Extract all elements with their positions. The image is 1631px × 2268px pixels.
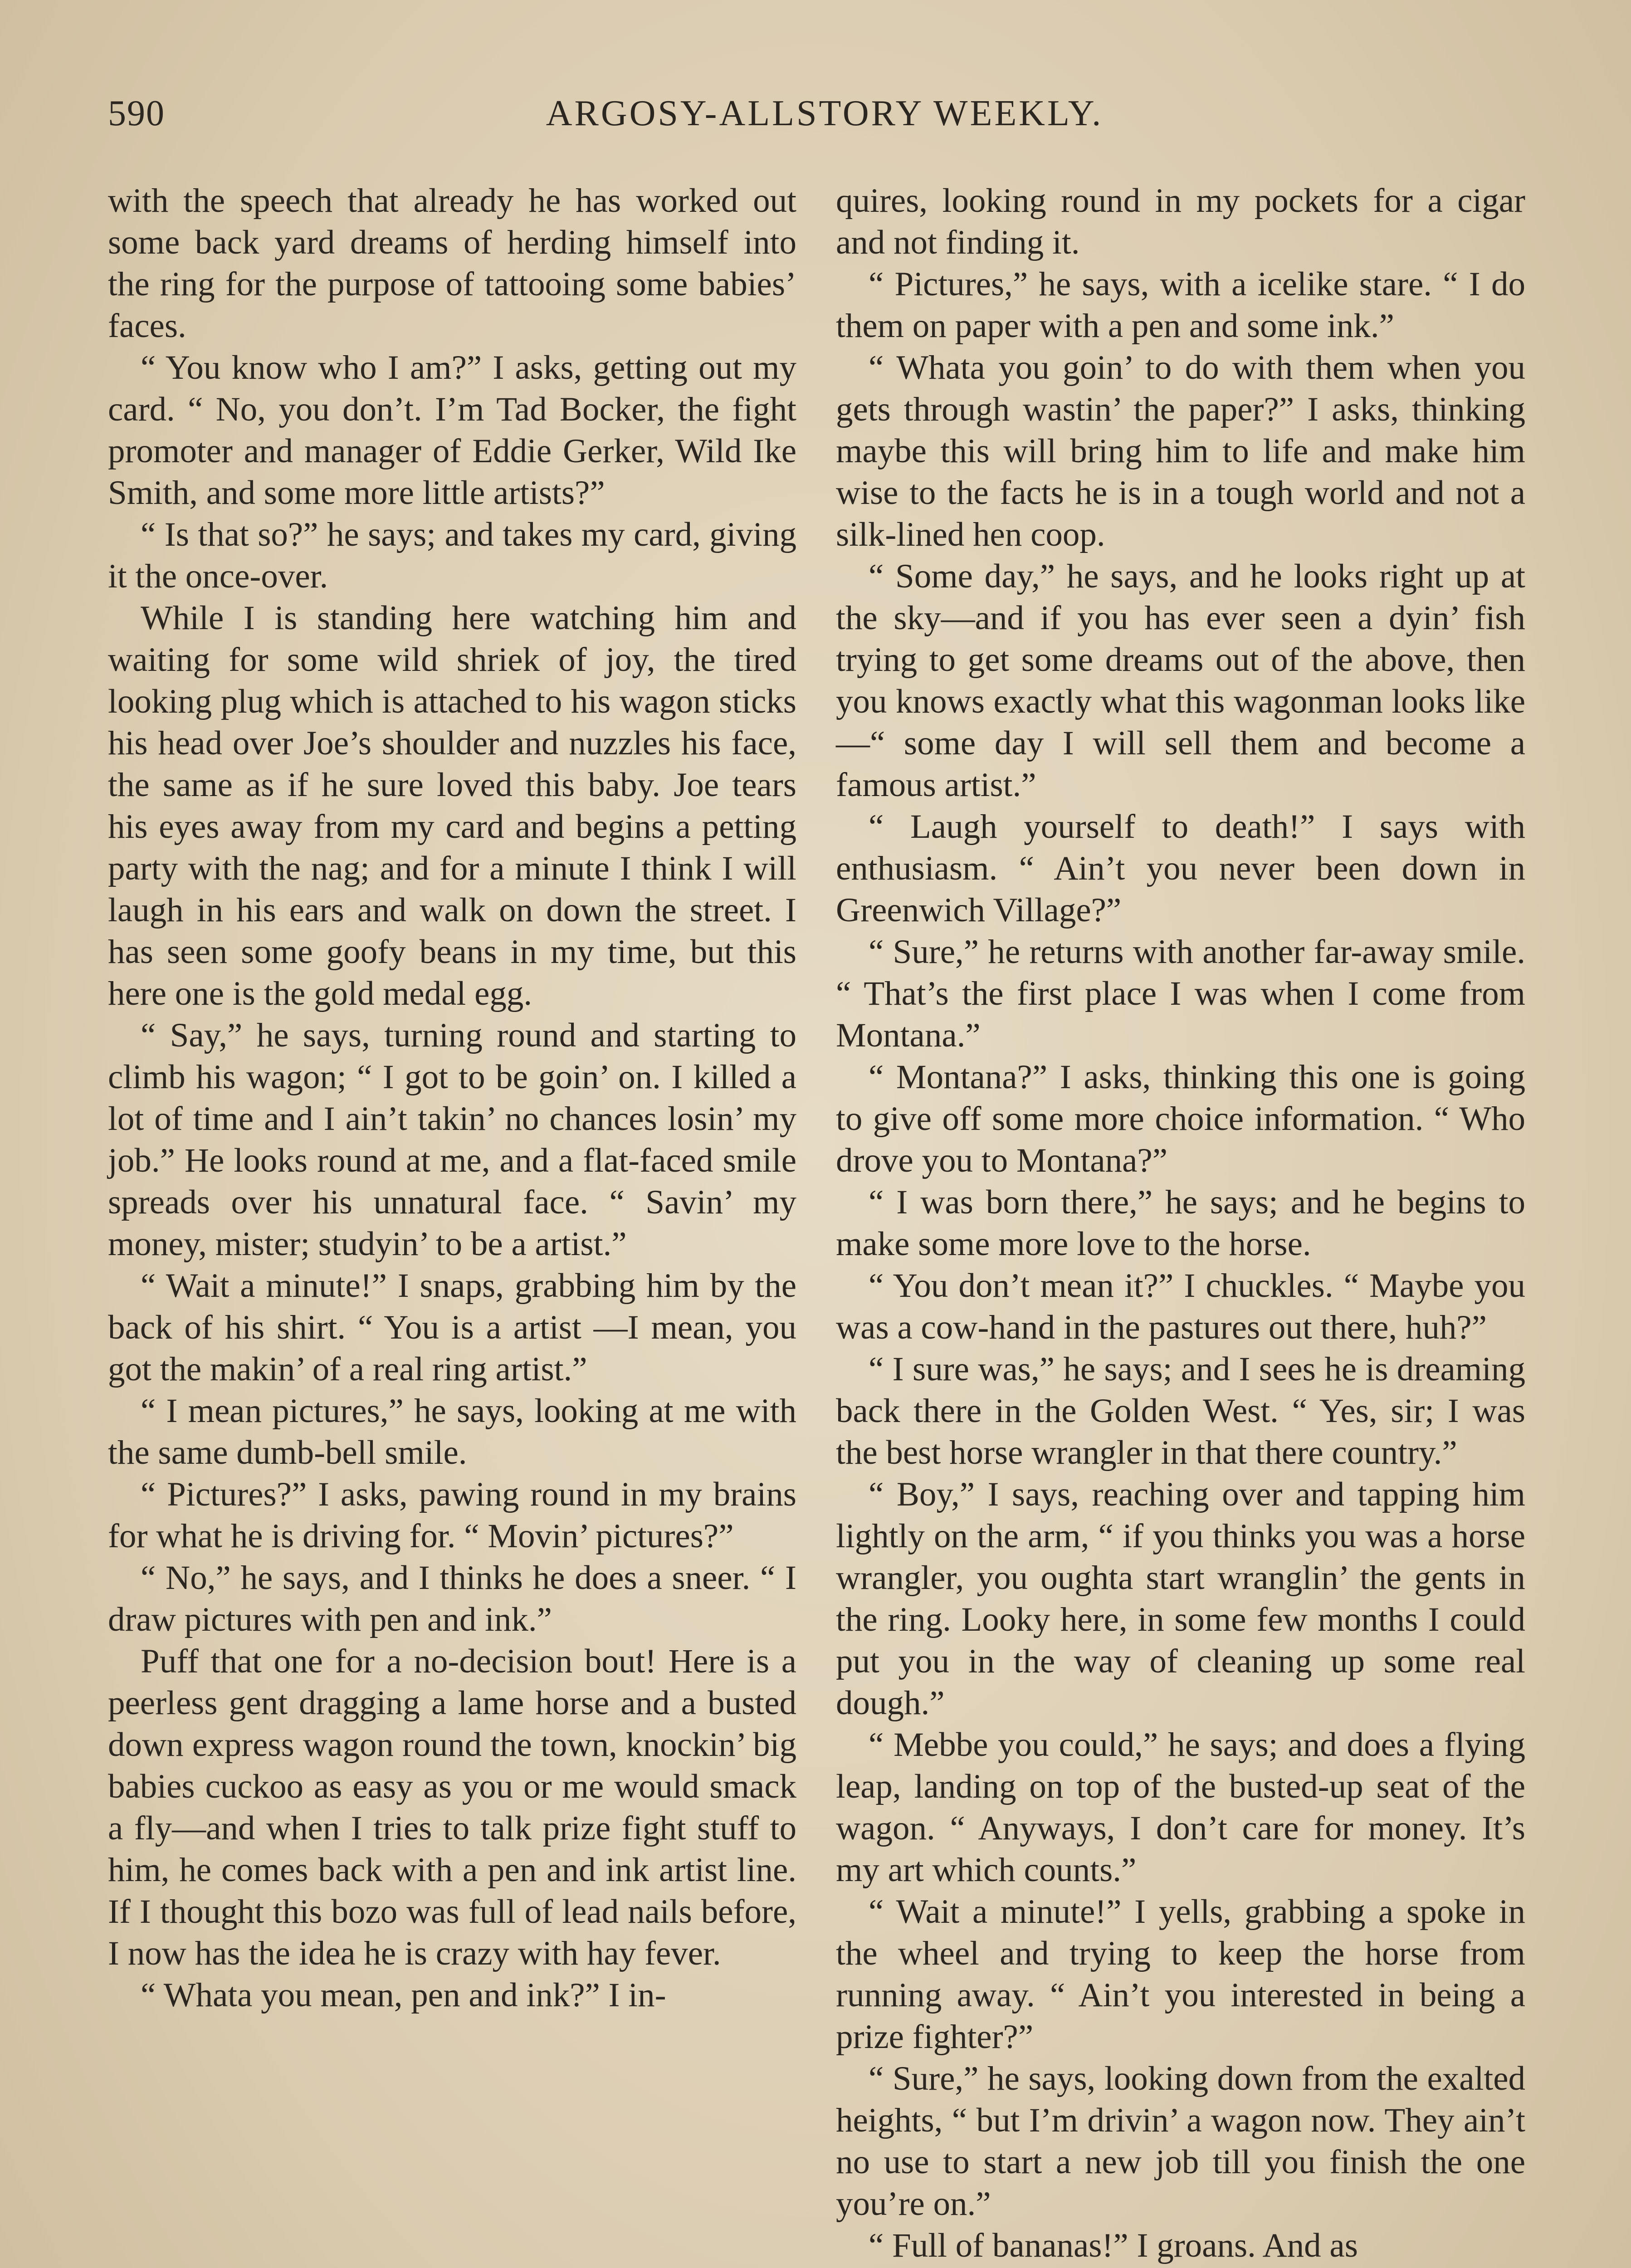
paragraph: “ Sure,” he says, looking down from the exalted heights, “ but I’m drivin’ a wagon now. They ain’t no use to start a new job till you finish the one you’re on.” (836, 2060, 1525, 2223)
running-head: ARGOSY-ALLSTORY WEEKLY. (546, 93, 1104, 133)
right-column (836, 180, 1525, 2267)
paragraph: Puff that one for a no-decision bout! Here is a peerless gent dragging a lame horse and a busted down express wagon round the town, knockin’ big babies cuckoo as easy as you or me would smack a fly—and when I tries to talk prize fight stuff to him, he comes back with a pen and ink artist line. If I thought this bozo was full of lead nails before, I now has the idea he is crazy with hay fever. (108, 1642, 796, 1972)
page-number: 590 (108, 93, 165, 133)
paragraph: “ Laugh yourself to death!” I says with enthusiasm. “ Ain’t you never been down in Greenwich Village?” (836, 808, 1525, 929)
paragraph: “ Pictures,” he says, with a icelike stare. “ I do them on paper with a pen and some ink.” (836, 265, 1525, 345)
paragraph: “ Montana?” I asks, thinking this one is going to give off some more choice information. “ Who drove you to Montana?” (836, 1058, 1525, 1179)
paragraph: “ Boy,” I says, reaching over and tapping him lightly on the arm, “ if you thinks you was a horse wrangler, you oughta start wranglin’ the gents in the ring. Looky here, in some few months I could put you in the way of cleaning up some real dough.” (836, 1476, 1525, 1722)
paragraph: “ Mebbe you could,” he says; and does a flying leap, landing on top of the busted-up seat of the wagon. “ Anyways, I don’t care for money. It’s my art which counts.” (836, 1726, 1525, 1889)
paragraph: “ I mean pictures,” he says, looking at me with the same dumb-bell smile. (108, 1392, 796, 1471)
paragraph: “ I was born there,” he says; and he begins to make some more love to the horse. (836, 1183, 1525, 1263)
paragraph: quires, looking round in my pockets for a cigar and not finding it. (836, 182, 1525, 261)
left-column (108, 180, 796, 2016)
paragraph: “ Wait a minute!” I snaps, grabbing him by the back of his shirt. “ You is a artist —I mean, you got the makin’ of a real ring artist.” (108, 1267, 796, 1388)
paragraph: “ Full of bananas!” I groans. And as (869, 2227, 1358, 2264)
paragraph: “ You don’t mean it?” I chuckles. “ Maybe you was a cow-hand in the pastures out there, huh?” (836, 1267, 1525, 1346)
paragraph: “ Wait a minute!” I yells, grabbing a spoke in the wheel and trying to keep the horse from running away. “ Ain’t you interested in being a prize fighter?” (836, 1893, 1525, 2056)
paragraph: While I is standing here watching him and waiting for some wild shriek of joy, the tired looking plug which is attached to his wagon sticks his head over Joe’s shoulder and nuzzles his face, the same as if he sure loved this baby. Joe tears his eyes away from my card and begins a petting party with the nag; and for a minute I think I will laugh in his ears and walk on down the street. I has seen some goofy beans in my time, but this here one is the gold medal egg. (108, 599, 796, 1012)
paragraph: “ I sure was,” he says; and I sees he is dreaming back there in the Golden West. “ Yes, sir; I was the best horse wrangler in that there country.” (836, 1350, 1525, 1471)
paragraph: “ Is that so?” he says; and takes my card, giving it the once-over. (108, 516, 796, 595)
paragraph: “ Some day,” he says, and he looks right up at the sky—and if you has ever seen a dyin’ fish trying to get some dreams out of the above, then you knows exactly what this wagonman looks like—“ some day I will sell them and become a famous artist.” (836, 557, 1525, 804)
paragraph: “ No,” he says, and I thinks he does a sneer. “ I draw pictures with pen and ink.” (108, 1559, 796, 1638)
paragraph: “ Whata you mean, pen and ink?” I in- (141, 1976, 666, 2014)
paragraph: with the speech that already he has worked out some back yard dreams of herding himself into the ring for the purpose of tattooing some babies’ faces. (108, 182, 796, 345)
paragraph: “ Sure,” he returns with another far-away smile. “ That’s the first place I was when I come from Montana.” (836, 933, 1525, 1054)
paragraph: “ Say,” he says, turning round and starting to climb his wagon; “ I got to be goin’ on. I killed a lot of time and I ain’t takin’ no chances losin’ my job.” He looks round at me, and a flat-faced smile spreads over his unnatural face. “ Savin’ my money, mister; studyin’ to be a artist.” (108, 1017, 796, 1263)
paragraph: “ Pictures?” I asks, pawing round in my brains for what he is driving for. “ Movin’ pictures?” (108, 1476, 796, 1555)
paragraph: “ Whata you goin’ to do with them when you gets through wastin’ the paper?” I asks, thinking maybe this will bring him to life and make him wise to the facts he is in a tough world and not a silk-lined hen coop. (836, 349, 1525, 553)
paragraph: “ You know who I am?” I asks, getting out my card. “ No, you don’t. I’m Tad Bocker, the fight promoter and manager of Eddie Gerker, Wild Ike Smith, and some more little artists?” (108, 349, 796, 512)
